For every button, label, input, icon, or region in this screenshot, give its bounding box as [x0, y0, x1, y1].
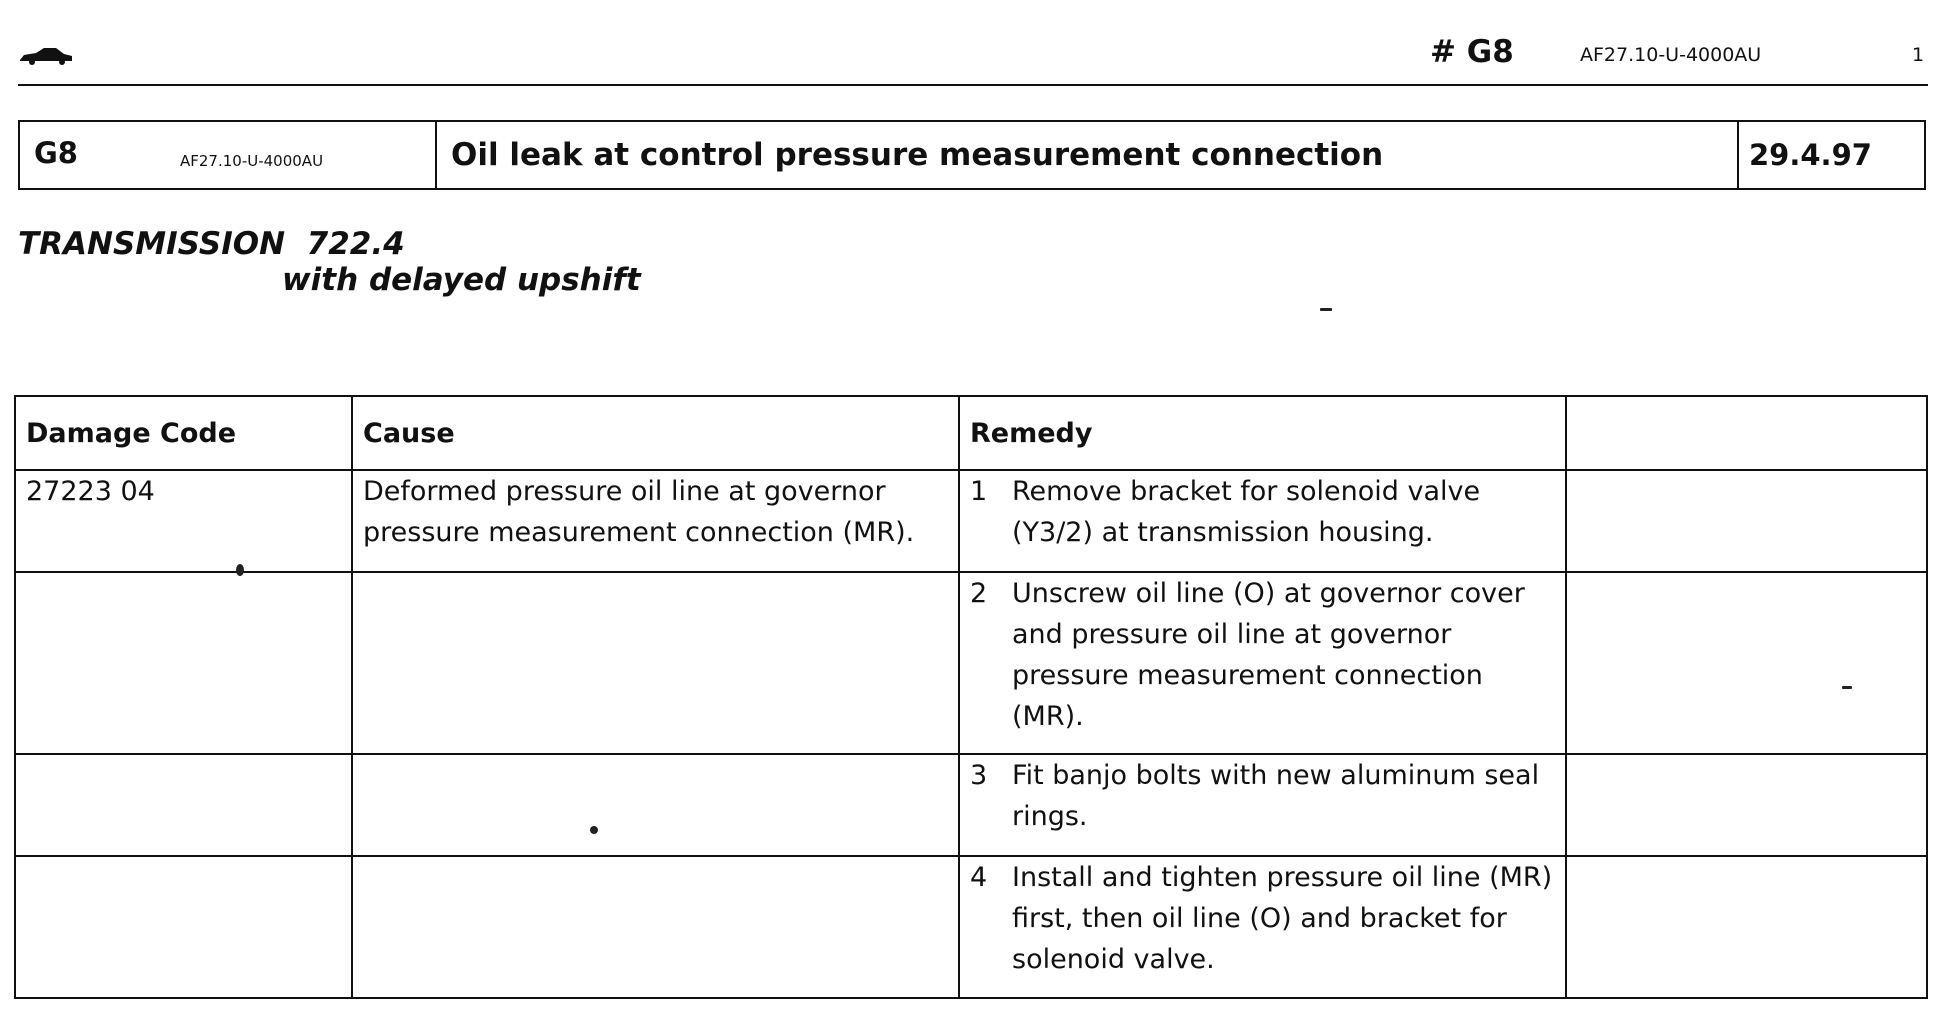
header-reference: AF27.10-U-4000AU [1580, 44, 1762, 66]
table-row [15, 856, 1927, 998]
table-row [15, 572, 1927, 754]
document-date: 29.4.97 [1737, 122, 1924, 188]
step-number: 2 [970, 578, 988, 609]
blank-cell [1566, 856, 1927, 998]
step-number: 1 [970, 476, 988, 507]
table-row [15, 470, 1927, 572]
cause-cell [352, 754, 959, 856]
step-text: Install and tighten pressure oil line (MR) first, then oil line (O) and bracket for solenoid valve. [1012, 862, 1553, 975]
cause-cell [352, 572, 959, 754]
damage-code-cell [15, 572, 352, 754]
scan-speck [1842, 686, 1852, 689]
damage-code-cell [15, 856, 352, 998]
step-text: Unscrew oil line (O) at governor cover and pressure oil line at governor pressure measurement connection (MR). [1012, 578, 1525, 732]
repair-table [14, 395, 1928, 999]
header-doc-number: # G8 [1430, 34, 1514, 70]
title-reference: AF27.10-U-4000AU [180, 152, 324, 170]
title-box [18, 120, 1926, 190]
blank-cell [1566, 754, 1927, 856]
scan-speck [236, 564, 244, 576]
column-header-damage-code: Damage Code [15, 396, 352, 470]
step-text: Remove bracket for solenoid valve (Y3/2) at transmission housing. [1012, 476, 1481, 548]
column-header-blank [1566, 396, 1927, 470]
transmission-subheading: with delayed upshift [282, 262, 641, 298]
step-text: Fit banjo bolts with new aluminum seal rings. [1012, 760, 1540, 832]
remedy-cell [959, 856, 1566, 998]
remedy-cell [959, 754, 1566, 856]
transmission-heading: TRANSMISSION 722.4 [18, 226, 405, 262]
header-divider [18, 84, 1928, 86]
blank-cell [1566, 470, 1927, 572]
cause-cell: Deformed pressure oil line at governor pressure measurement connection (MR). [352, 470, 959, 572]
cause-cell [352, 856, 959, 998]
column-header-remedy: Remedy [959, 396, 1566, 470]
title-id-cell [20, 122, 437, 188]
blank-cell [1566, 572, 1927, 754]
step-number: 3 [970, 760, 988, 791]
step-number: 4 [970, 862, 988, 893]
header-page-number: 1 [1912, 44, 1925, 66]
remedy-cell [959, 470, 1566, 572]
remedy-cell [959, 572, 1566, 754]
damage-code-cell [15, 754, 352, 856]
table-header-row [15, 396, 1927, 470]
title-code: G8 [34, 136, 78, 170]
table-row [15, 754, 1927, 856]
damage-code-cell: 27223 04 [15, 470, 352, 572]
scan-speck [590, 826, 598, 834]
document-title: Oil leak at control pressure measurement connection [451, 137, 1384, 173]
scan-speck [1320, 308, 1332, 311]
column-header-cause: Cause [352, 396, 959, 470]
car-silhouette-icon [18, 44, 74, 66]
